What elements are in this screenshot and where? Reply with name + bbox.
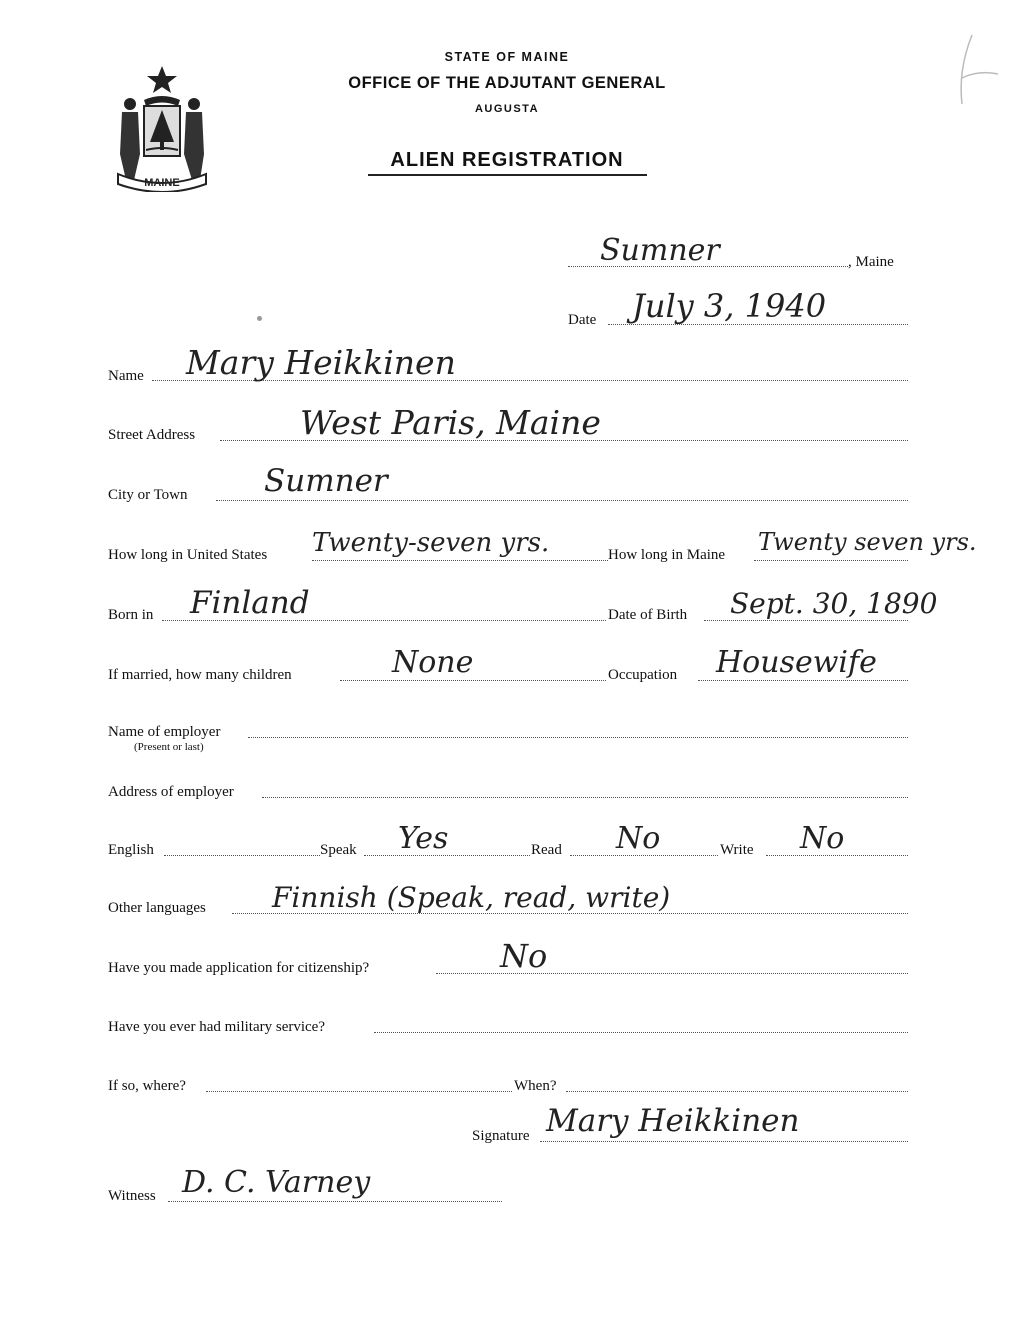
occupation-value[interactable]: Housewife — [716, 645, 877, 680]
state-heading: STATE OF MAINE — [444, 50, 570, 64]
employer-name-line — [248, 737, 908, 738]
other-languages-value[interactable]: Finnish (Speak, read, write) — [272, 881, 671, 914]
where-label: If so, where? — [108, 1078, 186, 1094]
town-value[interactable]: Sumner — [600, 233, 720, 268]
signature-line — [540, 1141, 908, 1142]
write-value[interactable]: No — [800, 821, 845, 856]
name-value[interactable]: Mary Heikkinen — [186, 343, 456, 382]
occupation-label: Occupation — [608, 667, 678, 683]
citizenship-label: Have you made application for citizenship? — [108, 960, 370, 976]
date-label: Date — [568, 312, 597, 328]
occupation-line — [698, 680, 908, 681]
born-in-label: Born in — [108, 607, 154, 623]
street-address-label: Street Address — [108, 427, 196, 443]
employer-name-sublabel: (Present or last) — [134, 741, 204, 753]
when-label: When? — [514, 1078, 557, 1094]
how-long-us-line — [312, 560, 608, 561]
title-underline — [368, 174, 647, 176]
city-heading: AUGUSTA — [474, 103, 540, 115]
how-long-maine-value[interactable]: Twenty seven yrs. — [758, 528, 977, 556]
name-label: Name — [108, 368, 144, 384]
born-in-value[interactable]: Finland — [190, 585, 310, 621]
children-value[interactable]: None — [392, 645, 474, 680]
office-heading: OFFICE OF THE ADJUTANT GENERAL — [348, 74, 666, 92]
how-long-maine-label: How long in Maine — [608, 547, 726, 563]
speak-value[interactable]: Yes — [398, 821, 449, 856]
seal-banner-text: MAINE — [144, 177, 180, 189]
employer-address-label: Address of employer — [108, 784, 234, 800]
military-service-label: Have you ever had military service? — [108, 1019, 325, 1035]
street-address-value[interactable]: West Paris, Maine — [300, 403, 601, 442]
read-value[interactable]: No — [616, 821, 661, 856]
city-or-town-value[interactable]: Sumner — [264, 463, 388, 499]
where-line — [206, 1091, 512, 1092]
how-long-maine-line — [754, 560, 908, 561]
town-state-label: , Maine — [848, 254, 894, 270]
pencil-mark — [942, 30, 1002, 110]
date-value[interactable]: July 3, 1940 — [632, 287, 827, 325]
employer-address-line — [262, 797, 908, 798]
form-title: ALIEN REGISTRATION — [390, 149, 624, 171]
witness-value[interactable]: D. C. Varney — [182, 1165, 371, 1200]
paper-speck — [257, 316, 262, 321]
english-label: English — [108, 842, 154, 858]
other-languages-label: Other languages — [108, 900, 206, 916]
city-or-town-line — [216, 500, 908, 501]
witness-label: Witness — [108, 1188, 156, 1204]
children-label: If married, how many children — [108, 667, 292, 683]
citizenship-value[interactable]: No — [500, 937, 548, 975]
when-line — [566, 1091, 908, 1092]
english-line — [164, 855, 320, 856]
city-or-town-label: City or Town — [108, 487, 188, 503]
children-line — [340, 680, 606, 681]
speak-label: Speak — [320, 842, 357, 858]
write-label: Write — [720, 842, 754, 858]
employer-name-label: Name of employer — [108, 724, 221, 740]
signature-label: Signature — [472, 1128, 530, 1144]
date-of-birth-line — [704, 620, 908, 621]
read-label: Read — [531, 842, 562, 858]
date-of-birth-label: Date of Birth — [608, 607, 688, 623]
date-of-birth-value[interactable]: Sept. 30, 1890 — [730, 587, 938, 620]
how-long-us-value[interactable]: Twenty-seven yrs. — [312, 528, 550, 558]
how-long-us-label: How long in United States — [108, 547, 268, 563]
witness-line — [168, 1201, 502, 1202]
military-service-line — [374, 1032, 908, 1033]
signature-value[interactable]: Mary Heikkinen — [546, 1103, 800, 1139]
